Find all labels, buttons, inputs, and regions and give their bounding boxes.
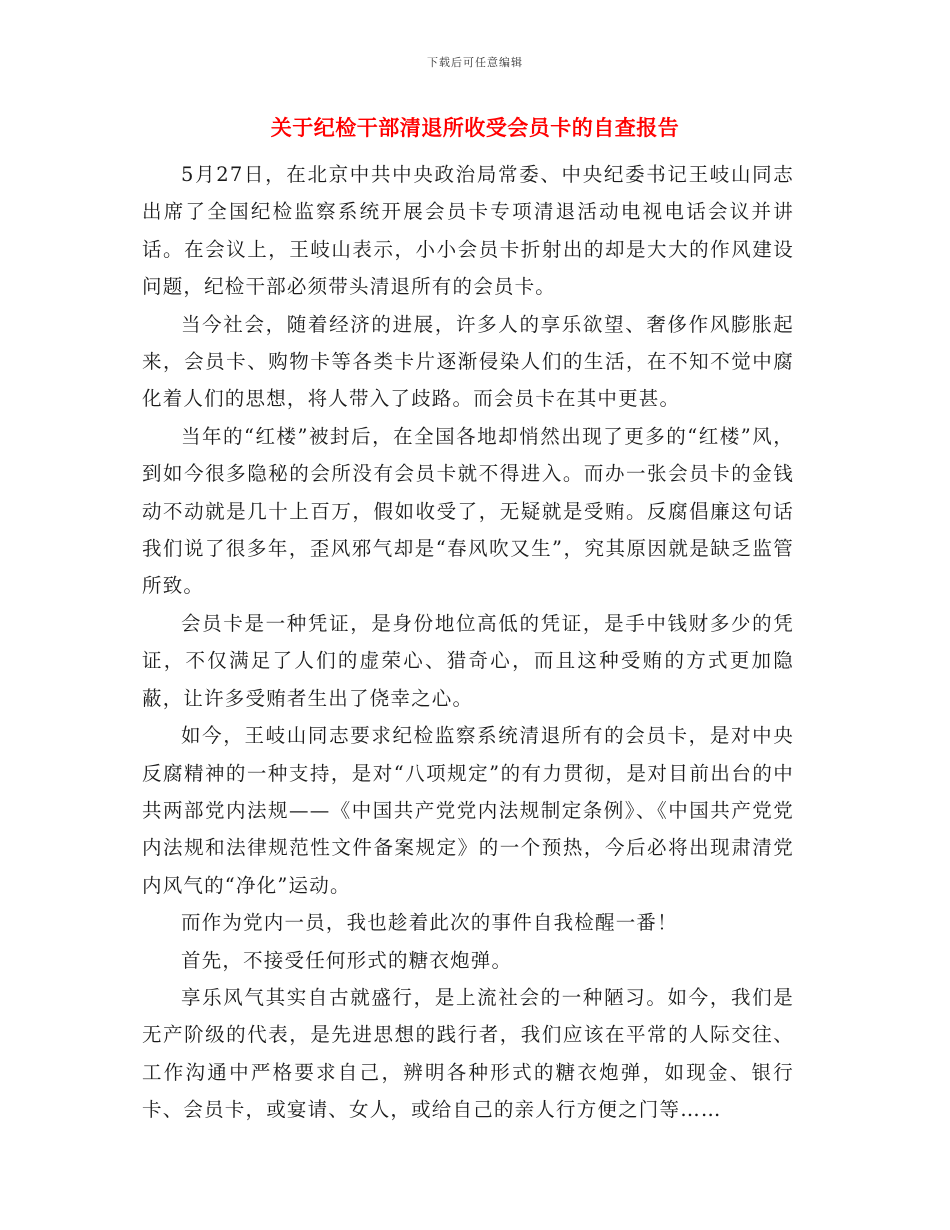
document-title: 关于纪检干部清退所收受会员卡的自查报告 [270, 115, 680, 140]
paragraph-6: 而作为党内一员，我也趁着此次的事件自我检醒一番！ [181, 911, 678, 935]
paragraph-3: 当年的“红楼”被封后，在全国各地却悄然出现了更多的“红楼”风，到如今很多隐秘的会所没有会员卡就不得进入。而办一张会员卡的金钱动不动就是几十上百万，假如收受了，无疑就是受贿。反腐倡廉这句话我们说了很多年，歪风邪气却是“春风吹又生”，究其原因就是缺乏监管所致。 [142, 424, 794, 598]
page-header-note: 下载后可任意编辑 [427, 56, 523, 69]
paragraph-4: 会员卡是一种凭证，是身份地位高低的凭证，是手中钱财多少的凭证，不仅满足了人们的虚荣心、猎奇心，而且这种受贿的方式更加隐蔽，让许多受贿者生出了侥幸之心。 [142, 611, 794, 710]
paragraph-5: 如今，王岐山同志要求纪检监察系统清退所有的会员卡，是对中央反腐精神的一种支持，是对“八项规定”的有力贯彻，是对目前出台的中共两部党内法规——《中国共产党党内法规制定条例》、《中国共产党党内法规和法律规范性文件备案规定》的一个预热，今后必将出现肃清党内风气的“净化”运动。 [142, 724, 794, 897]
paragraph-2: 当今社会，随着经济的进展，许多人的享乐欲望、奢侈作风膨胀起来，会员卡、购物卡等各类卡片逐渐侵染人们的生活，在不知不觉中腐化着人们的思想，将人带入了歧路。而会员卡在其中更甚。 [142, 312, 794, 411]
paragraph-7: 首先，不接受任何形式的糖衣炮弹。 [181, 948, 513, 972]
document-body [142, 156, 794, 1129]
paragraph-8: 享乐风气其实自古就盛行，是上流社会的一种陋习。如今，我们是无产阶级的代表，是先进思想的践行者，我们应该在平常的人际交往、工作沟通中严格要求自己，辨明各种形式的糖衣炮弹，如现金、银行卡、会员卡，或宴请、女人，或给自己的亲人行方便之门等…… [142, 985, 794, 1122]
paragraph-1: 5月27日，在北京中共中央政治局常委、中央纪委书记王岐山同志出席了全国纪检监察系统开展会员卡专项清退活动电视电话会议并讲话。在会议上，王岐山表示，小小会员卡折射出的却是大大的作风建设问题，纪检干部必须带头清退所有的会员卡。 [142, 163, 794, 299]
